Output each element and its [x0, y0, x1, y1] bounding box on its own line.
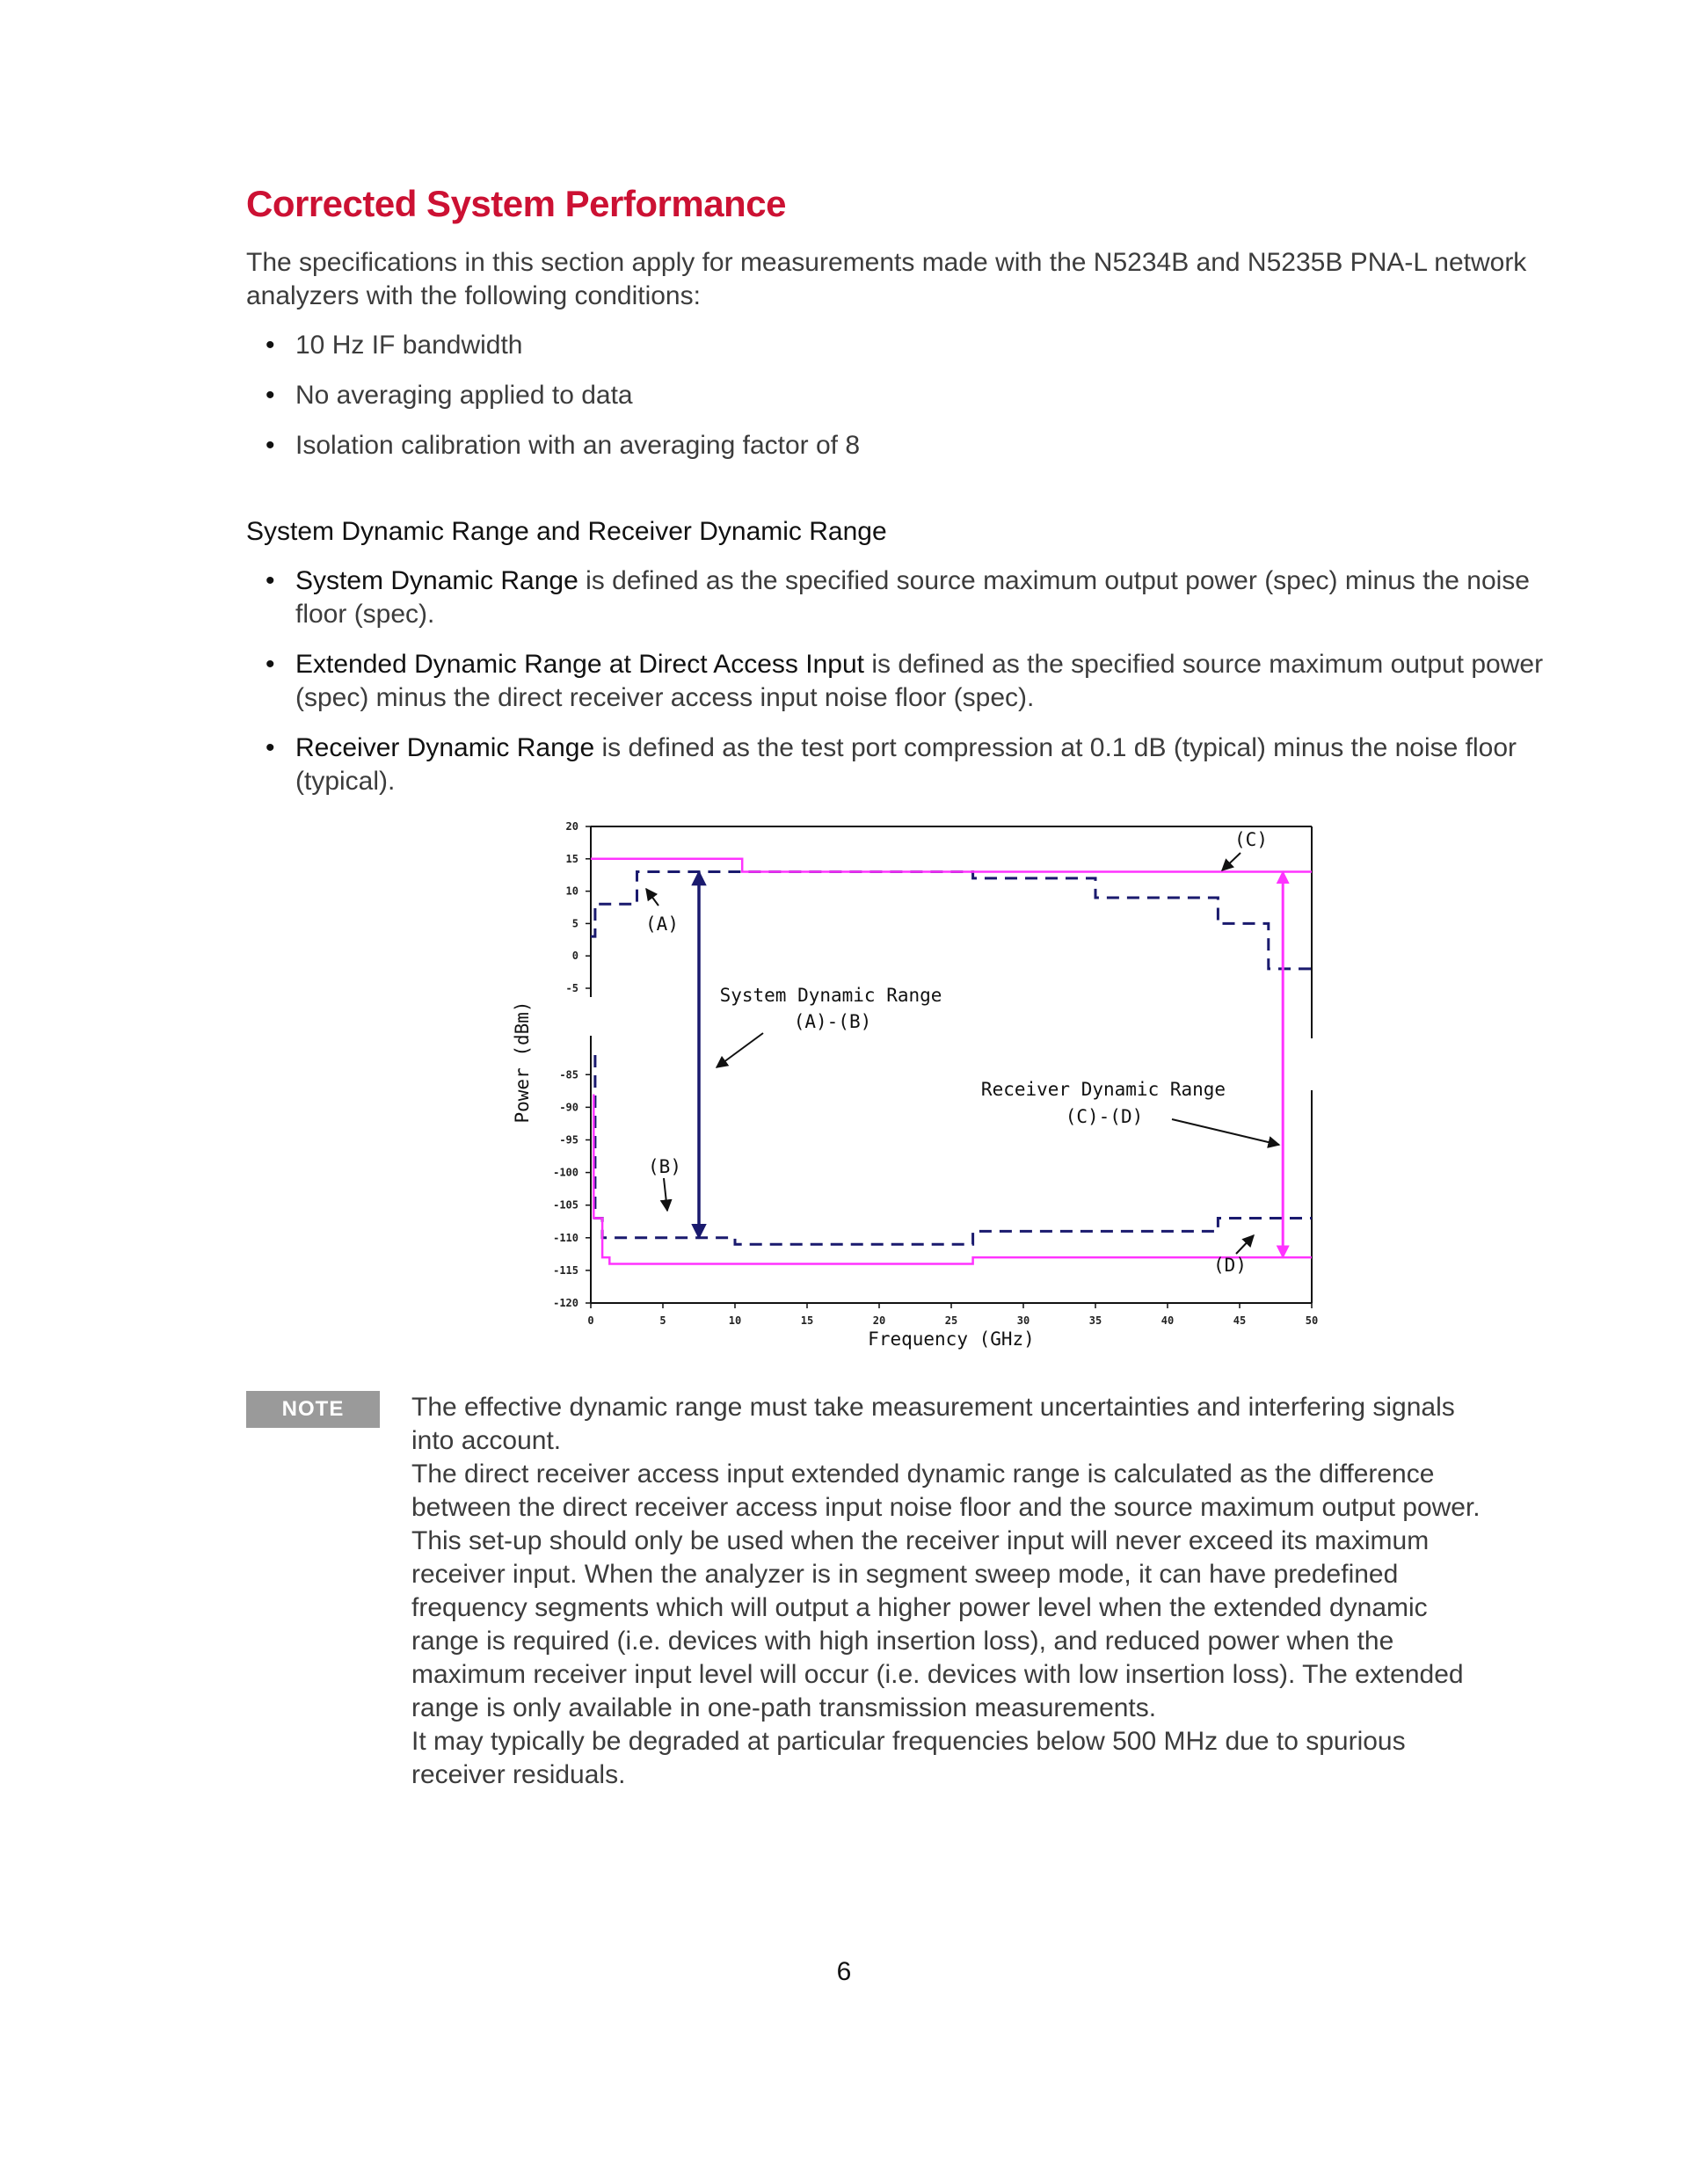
page-number: 6 — [836, 1957, 852, 1986]
definitions-list — [246, 564, 1582, 815]
condition-item — [246, 379, 1582, 412]
y-axis-label: Power (dBm) — [512, 1001, 533, 1124]
pointer-b — [664, 1178, 667, 1211]
condition-item — [246, 429, 1582, 462]
y-tick-label: -90 — [559, 1101, 578, 1114]
rdr-annotation-sub: (C)-(D) — [1065, 1106, 1144, 1127]
x-tick-label: 30 — [1016, 1314, 1030, 1327]
dynamic-range-chart — [506, 807, 1332, 1370]
y-tick-label: -95 — [559, 1133, 578, 1147]
rdr-annotation-title: Receiver Dynamic Range — [980, 1079, 1226, 1100]
chart-arrows — [646, 853, 1283, 1257]
x-tick-label: 25 — [944, 1314, 958, 1327]
intro-paragraph: The specifications in this section apply for measurements made with the N5234B and N5235B PNA-L network analyzers with the following conditions: — [246, 248, 1527, 310]
note-paragraph: The effective dynamic range must take measurement uncertainties and interfering signals into account. — [411, 1393, 1455, 1455]
definition-text: is defined as the specified source maximum output power (spec) minus the noise floor (spec). — [295, 566, 1530, 629]
sdr-annotation-title: System Dynamic Range — [719, 985, 942, 1006]
label-c: (C) — [1234, 829, 1268, 850]
y-tick-label: 10 — [565, 885, 578, 898]
y-tick-label: -100 — [553, 1166, 578, 1179]
definition-item — [246, 732, 1582, 798]
y-tick-label: -85 — [559, 1068, 578, 1081]
label-b: (B) — [648, 1156, 681, 1177]
label-d: (D) — [1213, 1255, 1247, 1276]
y-tick-label: -110 — [553, 1231, 578, 1244]
x-tick-label: 15 — [800, 1314, 814, 1327]
note-badge: NOTE — [246, 1391, 380, 1428]
pointer-c — [1222, 853, 1241, 870]
bullet-icon: • — [266, 381, 275, 410]
condition-text: No averaging applied to data — [295, 381, 633, 410]
y-tick-label: -105 — [553, 1198, 578, 1212]
definition-item — [246, 564, 1582, 631]
pointer-rdr — [1172, 1119, 1279, 1145]
x-tick-label: 20 — [872, 1314, 886, 1327]
definition-text: is defined as the specified source maximum output power (spec) minus the direct receiver access input noise floor (spec). — [295, 650, 1544, 712]
page-title: Corrected System Performance — [246, 183, 786, 224]
bullet-icon: • — [266, 566, 275, 595]
pointer-d — [1236, 1235, 1254, 1254]
x-tick-label: 40 — [1160, 1314, 1175, 1327]
note-body — [411, 1391, 1502, 1792]
bullet-icon: • — [266, 331, 275, 360]
x-tick-label: 50 — [1305, 1314, 1319, 1327]
x-tick-label: 45 — [1233, 1314, 1247, 1327]
condition-item — [246, 329, 1582, 362]
definition-term: Receiver Dynamic Range — [295, 733, 595, 762]
x-axis-label: Frequency (GHz) — [868, 1329, 1035, 1350]
definition-text: is defined as the test port compression at 0.1 dB (typical) minus the noise floor (typical). — [295, 733, 1517, 796]
condition-text: Isolation calibration with an averaging factor of 8 — [295, 431, 861, 460]
series-line-2 — [591, 859, 1312, 872]
bullet-icon: • — [266, 650, 275, 679]
definition-item — [246, 648, 1582, 715]
note-paragraph: The direct receiver access input extended dynamic range is calculated as the difference between the direct receiver access input noise floor and the source maximum output power. This set-up should only be used when the receiver input will never exceed its maximum receiver input. When the analyzer is in segment sweep mode, it can have predefined frequency segments which will output a higher power level when the extended dynamic range is required (i.e. devices with high insertion loss), and reduced power when the maximum receiver input level will occur (i.e. devices with low insertion loss). The extended range is only available in one-path transmission measurements. — [411, 1460, 1481, 1722]
label-a: (A) — [645, 914, 679, 935]
condition-text: 10 Hz IF bandwidth — [295, 331, 523, 360]
chart-axes — [553, 820, 1318, 1327]
y-tick-label: 0 — [571, 950, 578, 963]
chart-svg — [506, 807, 1332, 1370]
bullet-icon: • — [266, 431, 275, 460]
x-tick-label: 10 — [728, 1314, 742, 1327]
sdr-annotation-sub: (A)-(B) — [793, 1011, 872, 1032]
pointer-a — [646, 889, 658, 906]
y-tick-label: 15 — [565, 852, 578, 865]
y-tick-label: -120 — [553, 1297, 578, 1309]
conditions-list — [246, 329, 1582, 479]
chart-labels — [512, 829, 1268, 1350]
y-tick-label: 5 — [571, 917, 578, 930]
bullet-icon: • — [266, 733, 275, 762]
y-tick-label: 20 — [565, 820, 578, 833]
note-paragraph: It may typically be degraded at particular frequencies below 500 MHz due to spurious receiver residuals. — [411, 1727, 1406, 1789]
definition-term: Extended Dynamic Range at Direct Access Input — [295, 650, 864, 679]
pointer-sdr — [717, 1033, 763, 1067]
y-tick-label: -5 — [565, 982, 578, 994]
x-tick-label: 0 — [587, 1314, 594, 1327]
y-tick-label: -115 — [553, 1263, 578, 1277]
x-tick-label: 5 — [659, 1314, 666, 1327]
section-heading: System Dynamic Range and Receiver Dynamic Range — [246, 517, 887, 546]
x-tick-label: 35 — [1088, 1314, 1102, 1327]
definition-term: System Dynamic Range — [295, 566, 578, 595]
